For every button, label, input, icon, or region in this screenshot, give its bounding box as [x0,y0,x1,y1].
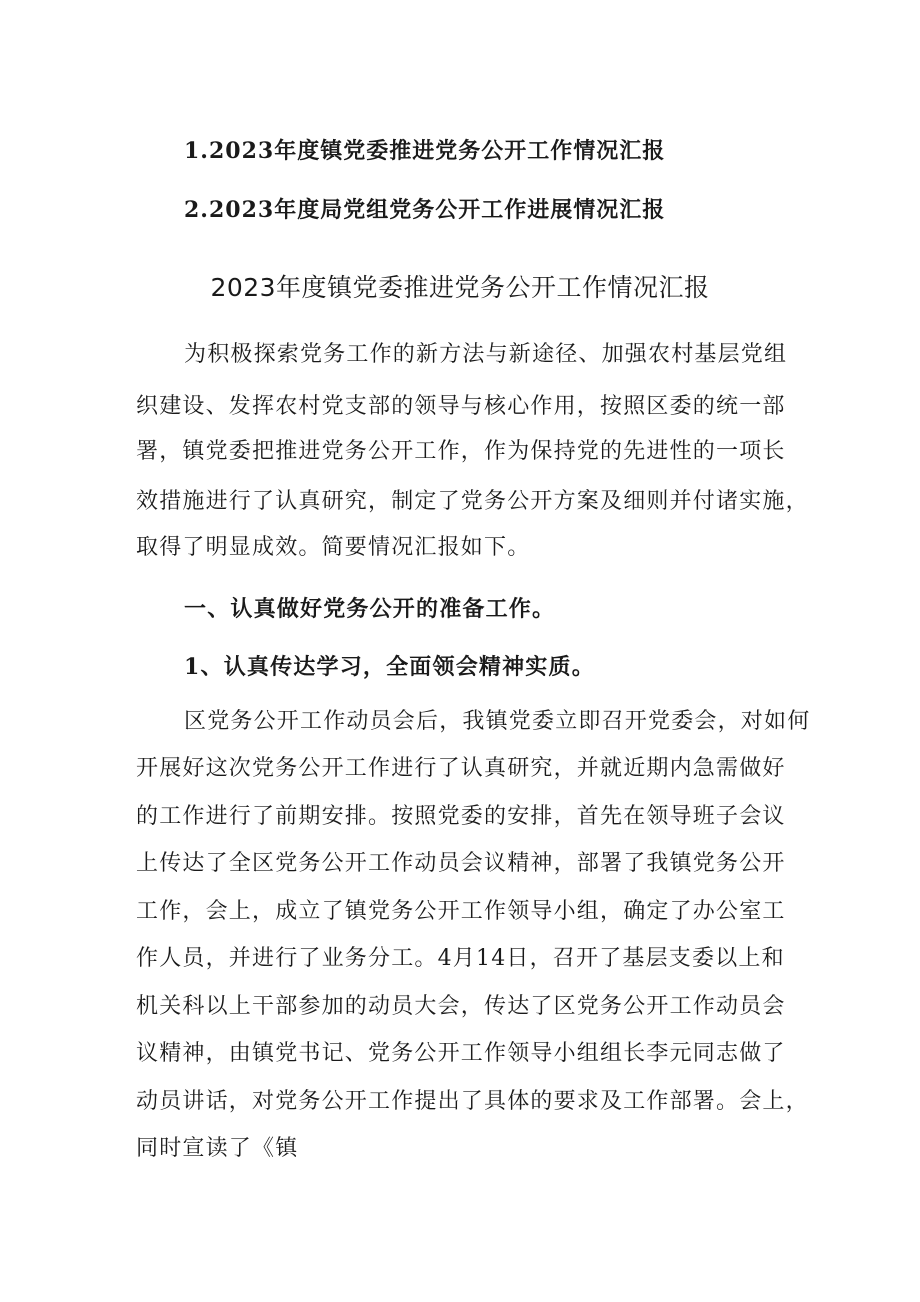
intro-line: 取得了明显成效。简要情况汇报如下。 [136,535,531,560]
body-line: 作人员，并进行了业务分工。4月14日，召开了基层支委以上和 [136,946,785,971]
section-heading: 一、认真做好党务公开的准备工作。 [184,596,556,622]
toc-item-1[interactable]: 1.2023年度镇党委推进党务公开工作情况汇报 [184,138,666,164]
body-line: 的工作进行了前期安排。按照党委的安排，首先在领导班子会议 [136,804,786,829]
body-line: 动员讲话，对党务公开工作提出了具体的要求及工作部署。会上， [136,1089,809,1114]
sub-heading: 1、认真传达学习，全面领会精神实质。 [184,654,595,680]
intro-line: 为积极探索党务工作的新方法与新途径、加强农村基层党组 [184,342,788,367]
body-line: 开展好这次党务公开工作进行了认真研究，并就近期内急需做好 [136,756,786,781]
body-line: 议精神，由镇党书记、党务公开工作领导小组组长李元同志做了 [136,1041,786,1066]
body-line: 上传达了全区党务公开工作动员会议精神，部署了我镇党务公开 [136,851,786,876]
body-line: 机关科以上干部参加的动员大会，传达了区党务公开工作动员会 [136,994,786,1019]
toc-item-2[interactable]: 2.2023年度局党组党务公开工作进展情况汇报 [184,197,666,223]
body-line: 区党务公开工作动员会后，我镇党委立即召开党委会，对如何 [184,709,811,734]
intro-line: 署，镇党委把推进党务公开工作，作为保持党的先进性的一项长 [136,439,786,464]
intro-line: 织建设、发挥农村党支部的领导与核心作用，按照区委的统一部 [136,394,786,419]
document-title: 2023年度镇党委推进党务公开工作情况汇报 [210,273,710,302]
body-line: 同时宣读了《镇 [136,1136,299,1161]
body-line: 工作，会上，成立了镇党务公开工作领导小组，确定了办公室工 [136,899,786,924]
intro-line: 效措施进行了认真研究，制定了党务公开方案及细则并付诸实施， [136,489,809,514]
